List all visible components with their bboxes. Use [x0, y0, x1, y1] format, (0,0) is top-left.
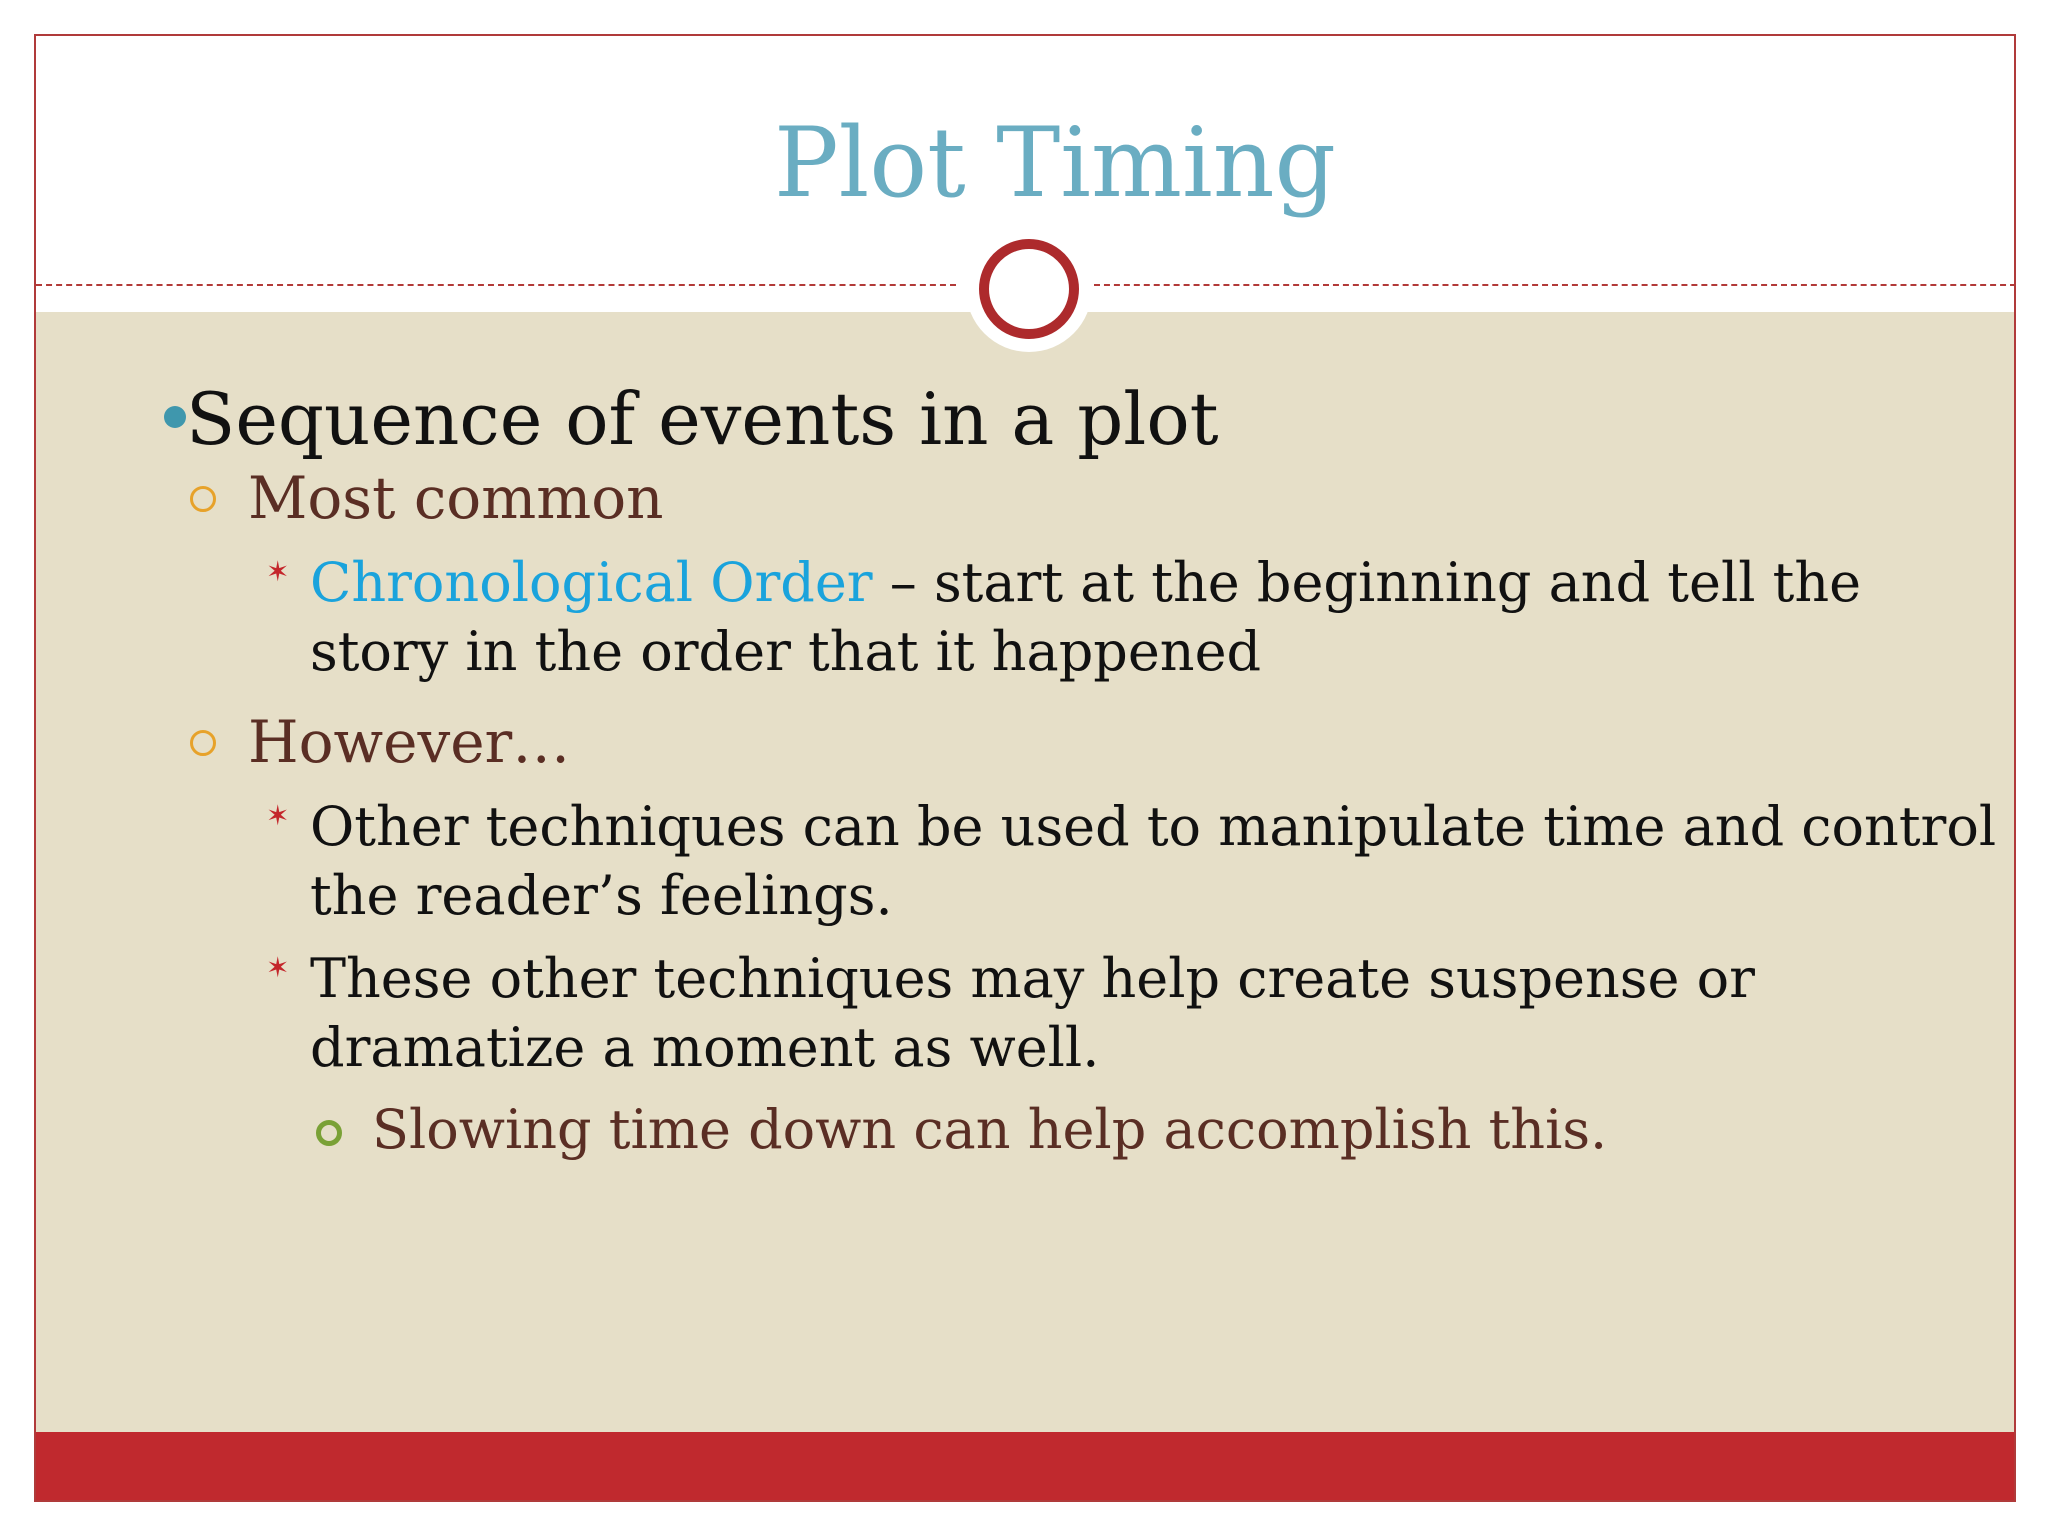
- bullet-l1-sequence: [186, 376, 1219, 462]
- bullet-text: Sequence of events in a plot: [186, 377, 1219, 461]
- bullet-text: These other techniques may help create suspense or dramatize a moment as well.: [310, 947, 1755, 1080]
- bullet-l4-slowing-time: [372, 1098, 1607, 1163]
- slide-title: Plot Timing: [774, 107, 1336, 219]
- bullet-text: Slowing time down can help accomplish this.: [372, 1098, 1608, 1161]
- bullet-text: Most common: [248, 464, 664, 532]
- divider-left: [36, 284, 956, 286]
- orange-ring-icon: [190, 486, 216, 512]
- bullet-l3-chronological: [266, 548, 2000, 686]
- bullet-l3-suspense: [266, 944, 2000, 1082]
- teal-dot-icon: [164, 406, 186, 428]
- red-star-icon: ✶: [266, 799, 290, 832]
- bullet-l2-however: [248, 708, 570, 778]
- slide: [34, 34, 2016, 1502]
- bullet-text: – start at the beginning and tell the story in the order that it happened: [310, 551, 1862, 684]
- divider-right: [1094, 284, 2016, 286]
- red-star-icon: ✶: [266, 951, 290, 984]
- circle-ornament-icon: [979, 239, 1079, 339]
- highlight-term: Chronological Order: [310, 551, 873, 614]
- bullet-text: However…: [248, 708, 571, 776]
- footer-band: [36, 1432, 2014, 1500]
- orange-ring-icon: [190, 730, 216, 756]
- bullet-l3-other-techniques: [266, 792, 2000, 930]
- bullet-l2-most-common: [248, 464, 664, 534]
- bullet-text: Other techniques can be used to manipulate time and control the reader’s feelings.: [310, 795, 1997, 928]
- green-ring-icon: [316, 1120, 342, 1146]
- red-star-icon: ✶: [266, 555, 290, 588]
